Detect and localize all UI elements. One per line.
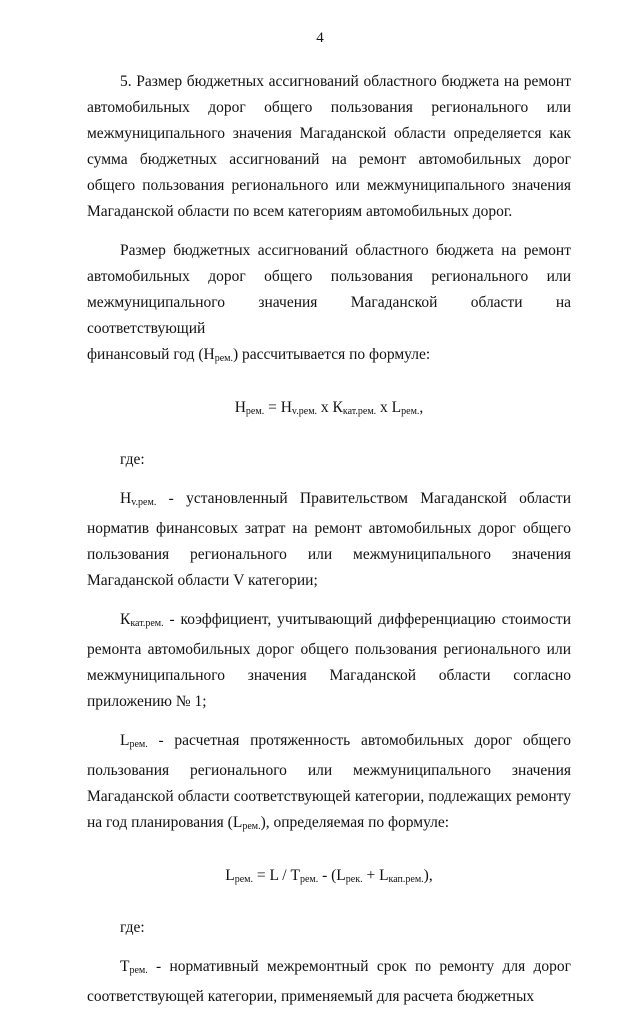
def3-line4-sub: рем. (242, 821, 261, 832)
def2-line2: ремонта автомобильных дорог общего пользования регионального (87, 641, 541, 658)
paragraph-budget-size: 5. Размер бюджетных ассигнований областного бюджета на ремонт автомобильных дорог общего пользования регионального или межмуниципального значения Магаданской области определяется как сумма бюджетных ассигнований на ремонт автомобильных дорог общего пользования регионального или межмуниципального значения Магаданской области по всем категориям автомобильных дорог. (87, 73, 571, 220)
definition-n-v-rem (87, 486, 571, 594)
f2-d: L (379, 867, 389, 884)
def1-symbol: Н (120, 490, 132, 507)
def4-symbol: Т (120, 958, 130, 975)
def1-line4: Магаданской области V категории; (87, 572, 318, 589)
p2-line4-start: финансовый год (Н (87, 346, 215, 363)
f2-a-sub: рем. (234, 874, 254, 885)
f1-eq: = (264, 399, 281, 416)
definition-k-kat-rem (87, 607, 571, 715)
def2-sub: кат.рем. (130, 618, 164, 629)
def3-symbol: L (120, 732, 130, 749)
def3-line4-start: на год планирования (L (87, 814, 243, 831)
f1-a-sub: рем. (245, 406, 265, 417)
f2-a: L (225, 867, 235, 884)
p2-line4-sub: рем. (214, 353, 234, 364)
f2-b-sub: рем. (299, 874, 319, 885)
f1-end: , (419, 399, 424, 416)
formula-n-rem (87, 395, 571, 425)
page-number: 4 (316, 30, 324, 46)
f1-x1: x (317, 399, 333, 416)
def2-line1: - коэффициент, учитывающий дифференциацию стоимости (163, 611, 571, 628)
def1-line2: норматив финансовых затрат на ремонт автомобильных дорог общего (87, 520, 571, 537)
def3-line4-end: ), определяемая по формуле: (260, 814, 450, 831)
f1-d: L (391, 399, 402, 416)
p2-line2: автомобильных дорог общего пользования регионального или (87, 268, 571, 285)
def4-sub: рем. (129, 965, 148, 976)
def3-line2: пользования регионального или межмуниципального значения (87, 762, 571, 779)
f2-plus: + (362, 867, 380, 884)
p2-line3: межмуниципального значения Магаданской области на соответствующий (87, 294, 571, 337)
document-body (87, 69, 571, 1010)
def1-line3: пользования регионального или межмуниципального значения (87, 546, 571, 563)
definition-t-rem (87, 954, 571, 1010)
paragraph-budget-calc (87, 238, 571, 342)
f2-d-sub: кап.рем. (388, 874, 424, 885)
def1-sub: v.рем. (131, 497, 157, 508)
f2-c: L (336, 867, 346, 884)
formula-l-rem (87, 863, 571, 893)
def2-symbol: К (120, 611, 131, 628)
def1-line1: - установленный Правительством Магаданской области (156, 490, 571, 507)
f2-eq: = L / (253, 867, 291, 884)
where-label-1: где: (120, 451, 145, 468)
def3-line1: - расчетная протяженность автомобильных дорог общего (147, 732, 571, 749)
f1-x2: x (376, 399, 392, 416)
def3-sub: рем. (129, 739, 148, 750)
p2-line1: Размер бюджетных ассигнований областного бюджета на ремонт (120, 242, 571, 259)
p2-line4-end: ) рассчитывается по формуле: (233, 346, 431, 363)
def2-line3: или межмуниципального значения Магаданской области согласно (87, 641, 571, 684)
f1-b: Н (280, 399, 292, 416)
def2-line4: приложению № 1; (87, 693, 207, 710)
f1-c-sub: кат.рем. (342, 406, 377, 417)
definition-l-rem (87, 728, 571, 840)
f1-a: Н (234, 399, 246, 416)
f1-c: К (332, 399, 343, 416)
def3-line3: Магаданской области соответствующей категории, подлежащих ремонту (87, 788, 571, 805)
paragraph-budget-calc-end (87, 342, 571, 372)
f1-b-sub: v.рем. (291, 406, 318, 417)
where-label-2: где: (120, 919, 145, 936)
f2-end: ), (423, 867, 433, 884)
f2-b: Т (290, 867, 300, 884)
f1-d-sub: рем. (401, 406, 420, 417)
def4-line1: - нормативный межремонтный срок по ремонту для дорог (147, 958, 571, 975)
def4-line2: соответствующей категории, применяемый для расчета бюджетных (87, 988, 535, 1005)
f2-c-sub: рек. (345, 874, 363, 885)
f2-minus: - ( (318, 867, 337, 884)
